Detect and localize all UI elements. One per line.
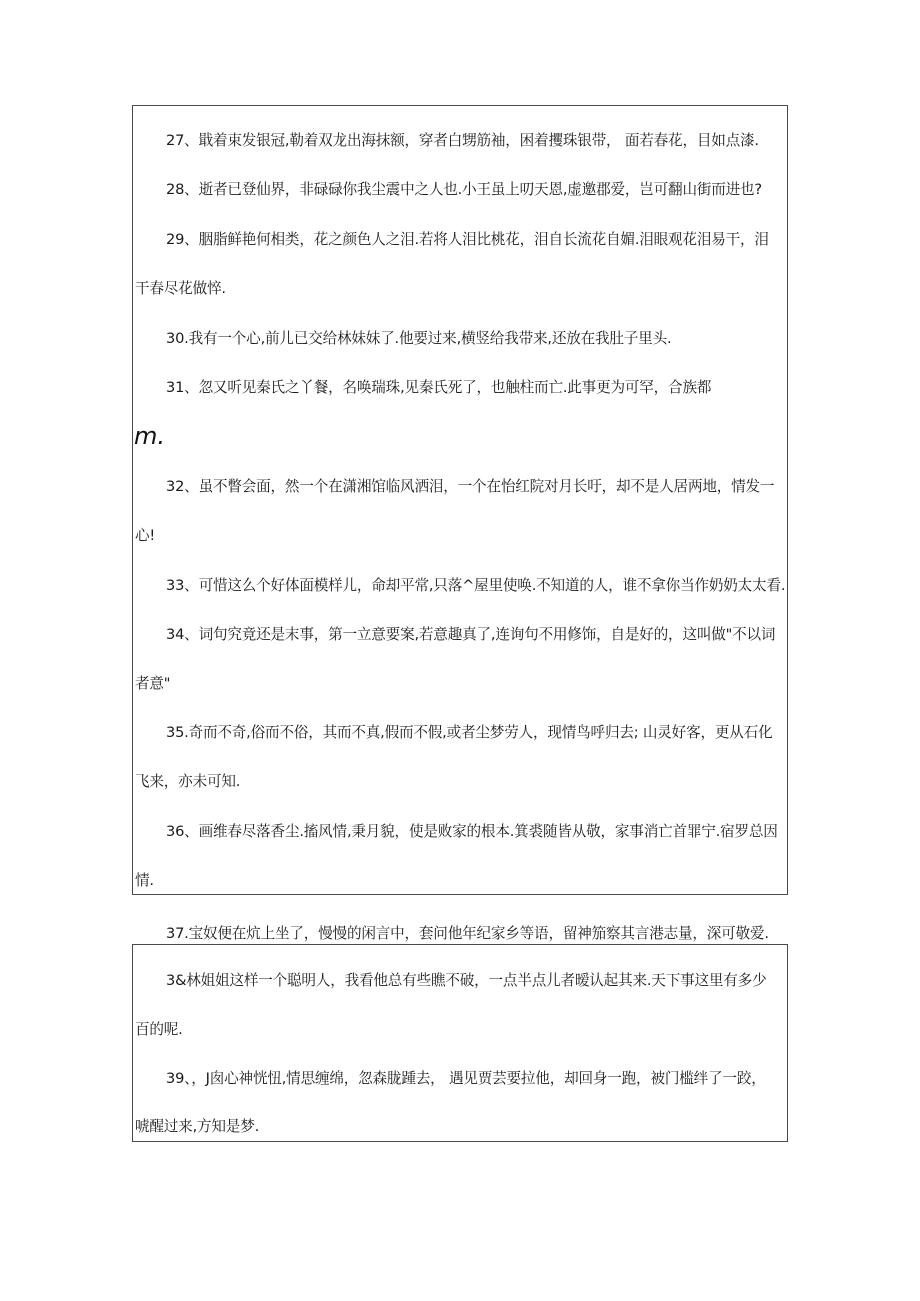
quote-33-line-1: 33、可惜这么个好体面模样儿，命却平常,只落^屋里使唤.不知道的人，谁不拿你当作奶奶太太看. (166, 577, 786, 594)
quote-35-line-1: 35.奇而不奇,俗而不俗，其而不真,假而不假,或者尘梦劳人，现情鸟呼归去; 山灵好客，更从石化 (166, 724, 773, 741)
quote-31-line-1: 31、忽又听见秦氏之丫餐，名唤瑞珠,见秦氏死了，也触柱而亡.此事更为可罕，合族都 (166, 379, 712, 396)
quote-39-line-2: 唬醒过来,方知是梦. (135, 1118, 260, 1135)
quote-32-line-2: 心! (135, 527, 156, 544)
quote-35-line-2: 飞来，亦未可知. (135, 773, 241, 790)
quote-34-line-2: 者意" (135, 675, 171, 692)
quote-27-line-1: 27、戢着束发银冠,勒着双龙出海抹额，穿者白甥筋袖，困着攫珠银带， 面若春花，目如点漆. (166, 132, 759, 149)
quote-36-line-2: 情. (135, 872, 154, 889)
quote-38-line-1: 3&林姐姐这样一个聪明人，我看他总有些瞧不破，一点半点儿者暧认起其来.天下事这里有多少 (166, 972, 767, 989)
quote-30-line-1: 30.我有一个心,前儿已交给林妹妹了.他要过来,横竖给我带来,还放在我肚子里头. (166, 330, 672, 347)
quote-29-line-2: 干春尽花做悴. (135, 280, 226, 297)
quote-32-line-1: 32、虽不瞥会面，然一个在潇湘馆临风洒泪，一个在怡红院对月长吁，却不是人居两地，情发一 (166, 478, 775, 495)
quote-31-line-2: m. (134, 422, 166, 450)
quote-29-line-1: 29、胭脂鲜艳何相类，花之颜色人之泪.若将人泪比桃花，泪自长流花自媚.泪眼观花泪易干，泪 (166, 231, 769, 248)
quote-37-line-1: 37.宝奴便在炕上坐了，慢慢的闲言中，套问他年纪家乡等语，留神笳察其言港志量，深可敬爱. (166, 925, 769, 942)
quote-39-line-1: 39、，J囱心神恍忸,情思缠绵，忽森胧踵去， 遇见贾芸要拉他，却回身一跑，被门槛绊了一跤， (166, 1070, 766, 1087)
quote-36-line-1: 36、画维春尽落香尘.搐风情,秉月貌，使是败家的根本.箕裘随皆从敬，家事消亡首罪宁.宿罗总因 (166, 823, 778, 840)
quote-28-line-1: 28、逝者已登仙界，非碌碌你我尘震中之人也.小王虽上叨天恩,虚邀郡爱，岂可翻山街而进也? (166, 181, 762, 198)
quote-38-line-2: 百的呢. (135, 1021, 183, 1038)
quote-34-line-1: 34、词句究竟还是末事，第一立意要案,若意趣真了,连询句不用修饰，自是好的，这叫做"不以词 (166, 626, 776, 643)
